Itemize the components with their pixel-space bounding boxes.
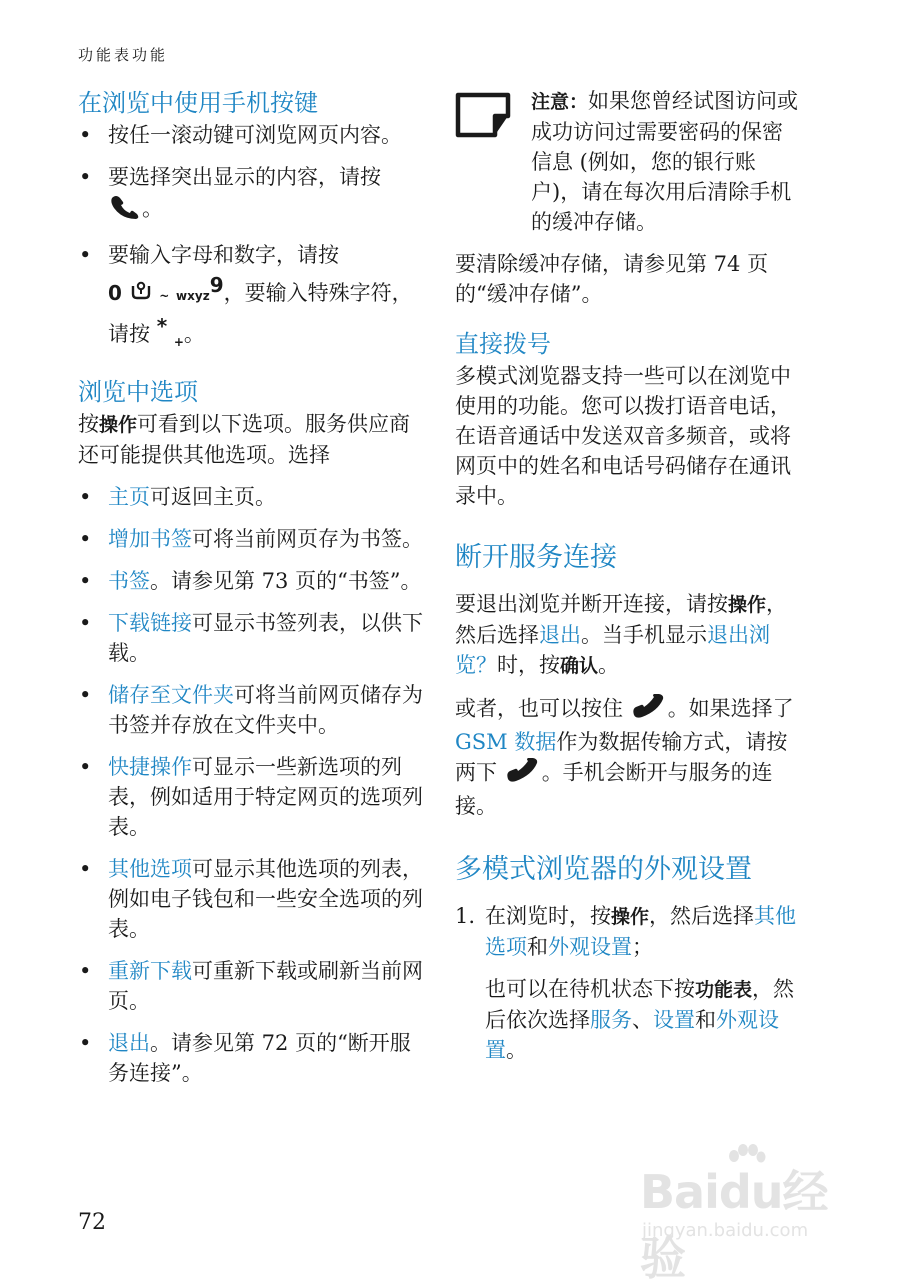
option-save-to-folder-link[interactable]: 储存至文件夹: [108, 683, 234, 708]
left-column: [78, 86, 423, 1088]
note-label: 注意：: [531, 91, 589, 113]
option-other-options-link[interactable]: 其他选项: [108, 857, 192, 882]
step-number: 1.: [455, 904, 476, 928]
list-item: • 按任一滚动键可浏览网页内容。: [78, 120, 423, 150]
end-key-icon: [504, 757, 542, 791]
disconnect-paragraph-2: 或者，也可以按住 。如果选择了GSM 数据作为数据传输方式，请按两下 。手机会断开与服务的连接。: [455, 693, 800, 821]
keys-bullet-list: [78, 120, 423, 357]
disconnect-paragraph-1: 要退出浏览并断开连接，请按操作，然后选择退出。当手机显示退出浏览？时，按确认。: [455, 592, 788, 677]
option-add-bookmark-link[interactable]: 增加书签: [108, 527, 192, 552]
other-options-link[interactable]: 其他选项: [485, 904, 797, 959]
watermark: [640, 1146, 860, 1285]
key-zero: 0: [108, 281, 122, 305]
direct-dial-text: 多模式浏览器支持一些可以在浏览中使用的功能。您可以拨打语音电话，在语音通话中发送双音多频音，或将网页中的姓名和电话号码储存在通讯录中。: [455, 364, 791, 508]
right-column: [455, 86, 800, 1065]
watermark-url: jingyan.baidu.com: [642, 1220, 809, 1241]
settings-link[interactable]: 设置: [653, 1008, 695, 1032]
running-head: 功能表功能: [78, 46, 169, 64]
section-title-keys: 在浏览中使用手机按键: [78, 89, 318, 117]
section-title-disconnect: 断开服务连接: [455, 542, 617, 573]
cache-paragraph: 要清除缓冲存储，请参见第 74 页的“缓冲存储”。: [455, 252, 769, 306]
note-text: 如果您曾经试图访问或成功访问过需要密码的保密信息 (例如，您的银行账户)，请在每次用后清除手机的缓冲存储。: [531, 89, 799, 234]
watermark-text: Baidu经验: [640, 1165, 828, 1285]
note-icon: [455, 92, 511, 142]
note-box: [455, 86, 800, 237]
list-item: • 增加书签可将当前网页存为书签。: [78, 524, 423, 554]
appearance-alt-paragraph: 也可以在待机状态下按功能表，然后依次选择服务、设置和外观设置。: [485, 977, 795, 1062]
list-item: • 其他选项可显示其他选项的列表，例如电子钱包和一些安全选项的列表。: [78, 854, 423, 944]
list-item: • 下载链接可显示书签列表，以供下载。: [78, 608, 423, 668]
page-number: 72: [78, 1210, 106, 1235]
services-link[interactable]: 服务: [590, 1008, 632, 1032]
list-item: • 快捷操作可显示一些新选项的列表，例如适用于特定网页的选项列表。: [78, 752, 423, 842]
list-item: • 储存至文件夹可将当前网页储存为书签并存放在文件夹中。: [78, 680, 423, 740]
space-key-icon: [129, 280, 153, 310]
list-item: • 要输入字母和数字，请按 0 ~ wxyz$^9$，要输入特殊字符，请按 * $_+$。: [78, 240, 423, 357]
key-nine: 9: [209, 273, 224, 297]
end-key-icon: [630, 693, 668, 727]
section-title-direct-dial: 直接拨号: [455, 330, 551, 358]
option-shortcuts-link[interactable]: 快捷操作: [108, 755, 192, 780]
option-bookmarks-link[interactable]: 书签: [108, 569, 150, 594]
appearance-settings-link[interactable]: 外观设置: [548, 935, 632, 959]
section-title-appearance: 多模式浏览器的外观设置: [455, 854, 752, 885]
option-exit-link[interactable]: 退出: [108, 1031, 150, 1056]
exit-browse-prompt-link[interactable]: 退出浏览？: [455, 623, 770, 677]
gsm-data-link[interactable]: GSM 数据: [455, 730, 557, 754]
section-title-options: 浏览中选项: [78, 378, 198, 407]
appearance-settings-link[interactable]: 外观设置: [485, 1008, 779, 1062]
list-item: • 主页可返回主页。: [78, 482, 423, 512]
option-download-links-link[interactable]: 下载链接: [108, 611, 192, 636]
options-intro: 按操作可看到以下选项。服务供应商还可能提供其他选项。选择: [78, 412, 411, 468]
key-star: *: [156, 314, 168, 338]
call-key-icon: [108, 192, 142, 228]
list-item: • 退出。请参见第 72 页的“断开服务连接”。: [78, 1028, 423, 1088]
options-list: [78, 482, 423, 1088]
list-item: • 书签。请参见第 73 页的“书签”。: [78, 566, 423, 596]
list-item: • 要选择突出显示的内容，请按 。: [78, 162, 423, 228]
key-plus: +: [173, 335, 184, 350]
exit-link[interactable]: 退出: [539, 623, 581, 647]
list-item: • 重新下载可重新下载或刷新当前网页。: [78, 956, 423, 1016]
appearance-step-1: 1. 在浏览时，按操作，然后选择其他选项和外观设置；: [455, 901, 800, 962]
option-reload-link[interactable]: 重新下载: [108, 959, 192, 984]
option-home-link[interactable]: 主页: [108, 485, 150, 510]
